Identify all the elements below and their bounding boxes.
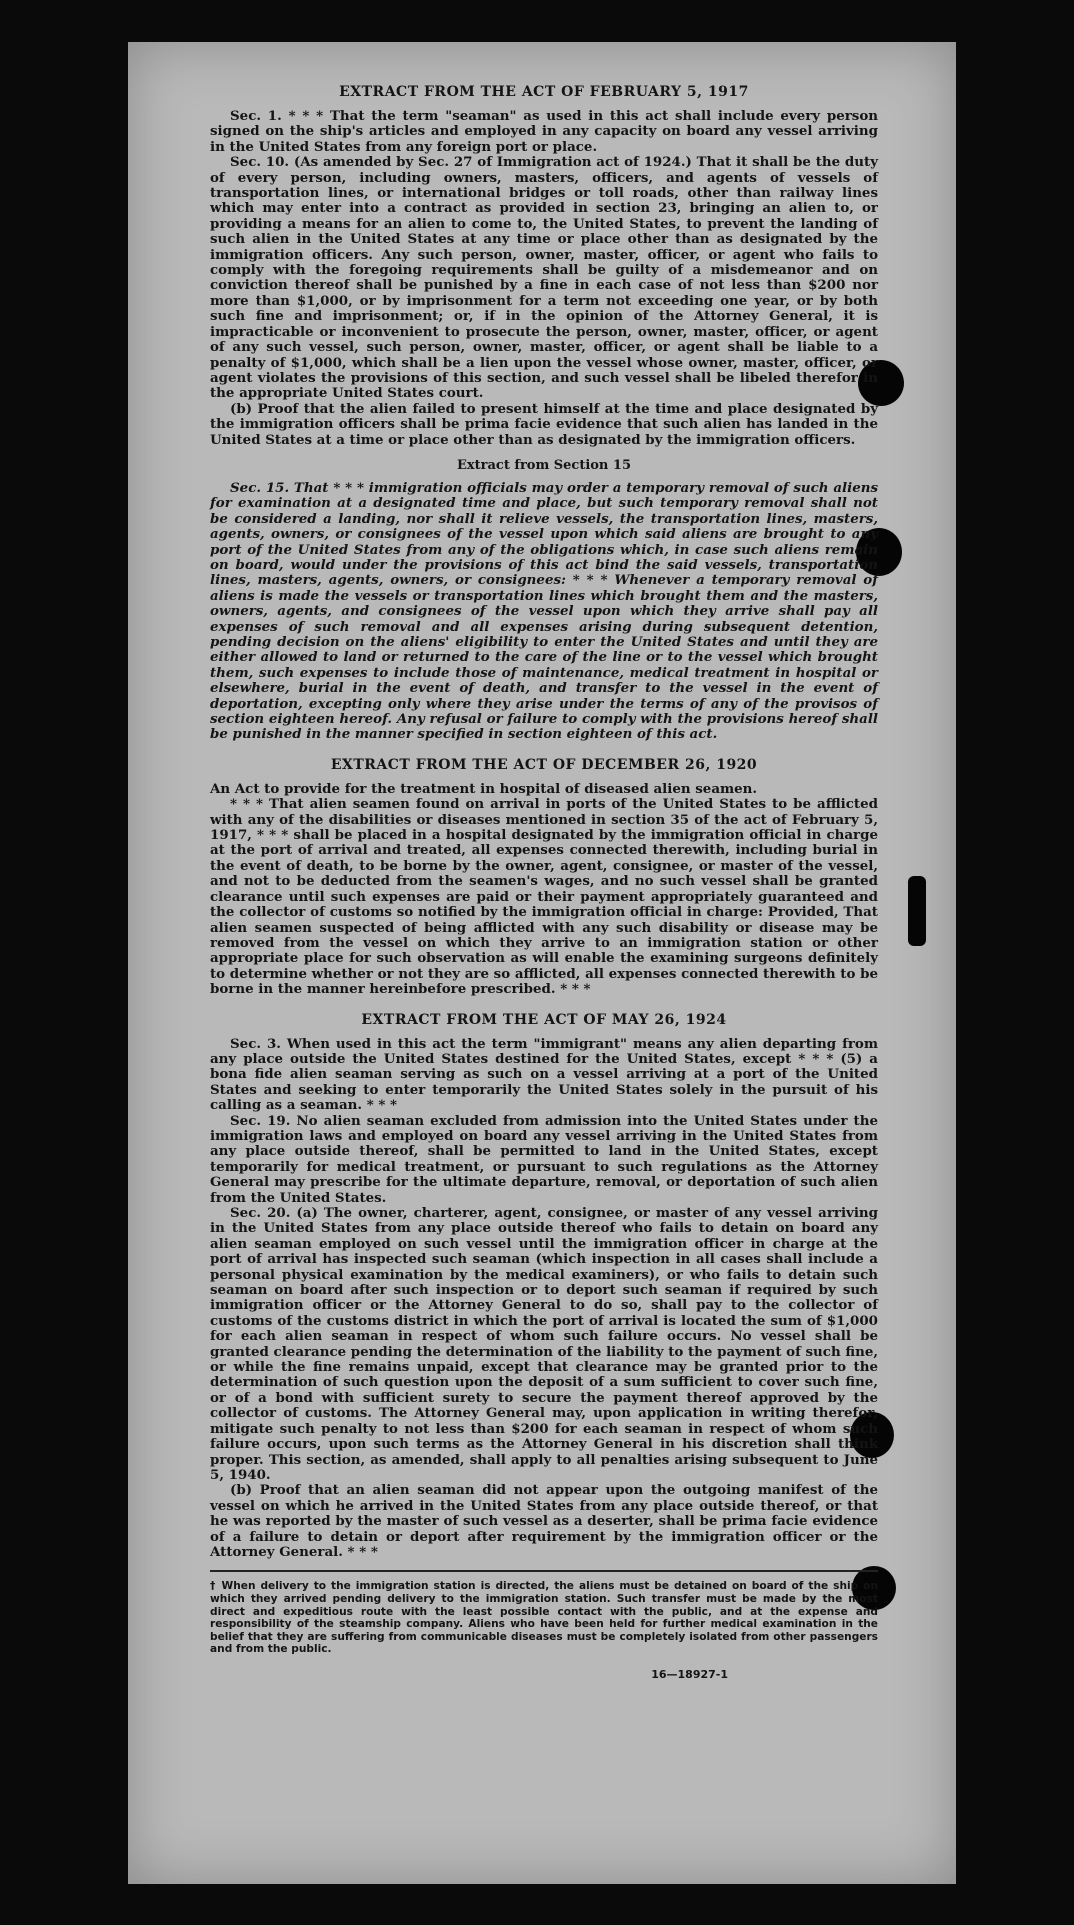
paragraph: Sec. 15. That * * * immigration officials may order a temporary removal of such aliens for examination at a designated time and place, but such temporary removal shall not be considered a landing, nor shall it relieve vessels, the transportation lines, masters, agents, owners, or consignees of the vessel upon which said aliens are brought to any port of the United States from any of the obligations which, in case such aliens remain on board, would under the provisions of this act bind the said vessels, transportation lines, masters, agents, owners, or consignees: * * * Whenever a temporary removal of aliens is made the vessels or transportation lines which brought them and the masters, owners, agents, and consignees of the vessel upon which they arrive shall pay all expenses of such removal and all expenses arising during subsequent detention, pending decision on the aliens' eligibility to enter the United States and until they are either allowed to land or returned to the care of the line or to the vessel which brought them, such expenses to include those of maintenance, medical treatment in hospital or elsewhere, burial in the event of death, and transfer to the vessel in the event of deportation, excepting only where they arise under the terms of any of the provisos of section eighteen hereof. Any refusal or failure to comply with the provisions hereof shall be punished in the manner specified in section eighteen of this act. <box>210 479 878 743</box>
footnote: † When delivery to the immigration station is directed, the aliens must be detained on board of the ship on which they arrived pending delivery to the immigration station. Such transfer must be made by the most direct and expeditious route with the least possible contact with the public, and at the expense and responsibility of the steamship company. Aliens who have been held for further medical examination in the belief that they are suffering from communicable diseases must be completely isolated from other passengers and from the public. <box>210 1580 878 1656</box>
paragraph: Sec. 3. When used in this act the term "immigrant" means any alien departing from any place outside the United States destined for the United States, except * * * (5) a bona fide alien seaman serving as such on a vessel arriving at a port of the United States and seeking to enter temporarily the United States solely in the pursuit of his calling as a seaman. * * * <box>210 1035 878 1114</box>
paragraph: Sec. 10. (As amended by Sec. 27 of Immigration act of 1924.) That it shall be the duty of every person, including owners, masters, officers, and agents of vessels of transportation lines, or international bridges or toll roads, other than railway lines which may enter into a contract as provided in section 23, bringing an alien to, or providing a means for an alien to come to, the United States, to prevent the landing of such alien in the United States at any time or place other than as designated by the immigration officers. Any such person, owner, master, officer, or agent who fails to comply with the foregoing requirements shall be guilty of a misdemeanor and on conviction thereof shall be punished by a fine in each case of not less than $200 nor more than $1,000, or by imprisonment for a term not exceeding one year, or by both such fine and imprisonment; or, if in the opinion of the Attorney General, it is impracticable or inconvenient to prosecute the person, owner, master, officer, or agent of any such vessel, such person, owner, master, officer, or agent shall be liable to a penalty of $1,000, which shall be a lien upon the vessel whose owner, master, officer, or agent violates the provisions of this section, and such vessel shall be libeled therefor in the appropriate United States court. <box>210 154 878 402</box>
paragraph: An Act to provide for the treatment in hospital of diseased alien seamen. <box>210 780 758 797</box>
section-extract-15 <box>210 458 878 743</box>
section-heading: EXTRACT FROM THE ACT OF DECEMBER 26, 1920 <box>330 756 758 773</box>
paragraph: (b) Proof that an alien seaman did not appear upon the outgoing manifest of the vessel on which he arrived in the United States from any place outside thereof, or that he was reported by the master of such vessel as a deserter, shall be prima facie evidence of a failure to detain or deport after requirement by the immigration officer or the Attorney General. * * * <box>210 1482 878 1560</box>
section-heading: EXTRACT FROM THE ACT OF MAY 26, 1924 <box>361 1011 727 1028</box>
paragraph: Sec. 19. No alien seaman excluded from admission into the United States under the immigration laws and employed on board any vessel arriving in the United States from any place outside thereof, shall be permitted to land in the United States, except temporarily for medical treatment, or pursuant to such regulations as the Attorney General may prescribe for the ultimate departure, removal, or deportation of such alien from the United States. <box>210 1112 878 1206</box>
paragraph: Sec. 1. * * * That the term "seaman" as used in this act shall include every person signed on the ship's articles and employed in any capacity on board any vessel arriving in the United States from any foreign port or place. <box>210 108 878 155</box>
section-act-1924 <box>210 1012 878 1561</box>
section-heading: EXTRACT FROM THE ACT OF FEBRUARY 5, 1917 <box>339 84 749 100</box>
section-act-1920 <box>210 757 878 998</box>
section-act-1917 <box>210 84 878 448</box>
ink-blot <box>908 876 926 946</box>
document-body <box>210 84 878 1681</box>
section-heading: Extract from Section 15 <box>456 457 632 473</box>
paragraph: (b) Proof that the alien failed to present himself at the time and place designated by the immigration officers shall be prima facie evidence that such alien has landed in the United States at a time or place other than as designated by the immigration officers. <box>210 400 878 448</box>
form-code: 16—18927-1 <box>651 1667 728 1681</box>
paragraph: Sec. 20. (a) The owner, charterer, agent, consignee, or master of any vessel arriving in the United States from any place outside thereof who fails to detain on board any alien seaman employed on such vessel until the immigration officer in charge at the port of arrival has inspected such seaman (which inspection in all cases shall include a personal physical examination by the medical examiners), or who fails to detain such seaman on board after such inspection or to deport such seaman if required by such immigration officer or the Attorney General to do so, shall pay to the collector of customs of the customs district in which the port of arrival is located the sum of $1,000 for each alien seaman in respect of whom such failure occurs. No vessel shall be granted clearance pending the determination of the liability to the payment of such fine, or while the fine remains unpaid, except that clearance may be granted prior to the determination of such question upon the deposit of a sum sufficient to cover such fine, or of a bond with sufficient surety to secure the payment thereof approved by the collector of customs. The Attorney General may, upon application in writing therefor, mitigate such penalty to not less than $200 for each seaman in respect of whom such failure occurs, upon such terms as the Attorney General in his discretion shall think proper. This section, as amended, shall apply to all penalties arising subsequent to June 5, 1940. <box>210 1205 879 1483</box>
divider <box>210 1570 878 1572</box>
paragraph: * * * That alien seamen found on arrival in ports of the United States to be afflicted with any of the disabilities or diseases mentioned in section 35 of the act of February 5, 1917, * * * shall be placed in a hospital designated by the immigration official in charge at the port of arrival and treated, all expenses connected therewith, including burial in the event of death, to be borne by the owner, agent, consignee, or master of the vessel, and not to be deducted from the seamen's wages, and no such vessel shall be granted clearance until such expenses are paid or their payment appropriately guaranteed and the collector of customs so notified by the immigration official in charge: Provided, That alien seamen suspected of being afflicted with any such disability or disease may be removed from the vessel on which they arrive to an immigration station or other appropriate place for such observation as will enable the examining surgeons definitely to determine whether or not they are so afflicted, all expenses connected therewith to be borne in the manner hereinbefore prescribed. * * * <box>210 796 878 998</box>
